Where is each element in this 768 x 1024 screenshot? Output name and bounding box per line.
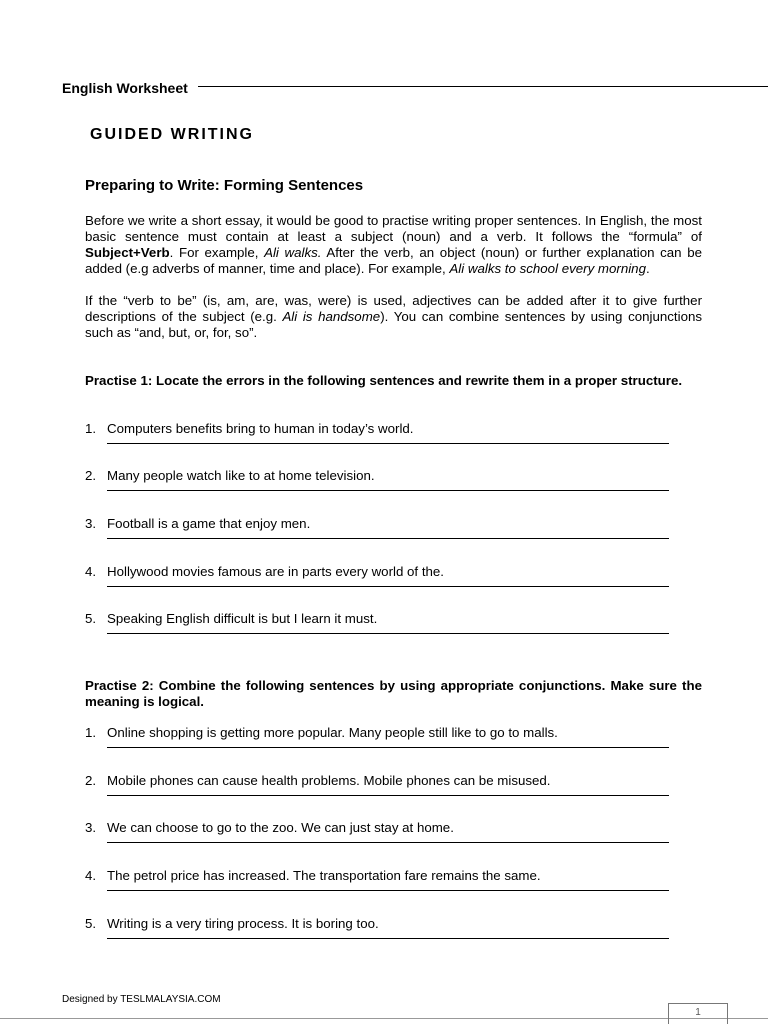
practise-2-item xyxy=(85,725,675,757)
answer-line[interactable] xyxy=(107,890,669,891)
intro-paragraph-1 xyxy=(85,213,702,277)
item-sentence: Many people watch like to at home television. xyxy=(107,468,375,483)
answer-line[interactable] xyxy=(107,795,669,796)
item-sentence: Online shopping is getting more popular. Many people still like to go to malls. xyxy=(107,725,558,740)
practise-2-item xyxy=(85,820,675,852)
item-number: 2. xyxy=(85,773,97,788)
item-number: 1. xyxy=(85,725,97,740)
formula-text: Subject+Verb xyxy=(85,245,170,260)
item-sentence: We can choose to go to the zoo. We can just stay at home. xyxy=(107,820,454,835)
item-sentence: The petrol price has increased. The transportation fare remains the same. xyxy=(107,868,541,883)
answer-line[interactable] xyxy=(107,938,669,939)
item-sentence: Writing is a very tiring process. It is boring too. xyxy=(107,916,379,931)
subheading: Preparing to Write: Forming Sentences xyxy=(85,177,364,194)
answer-line[interactable] xyxy=(107,747,669,748)
practise-1-item xyxy=(85,611,675,643)
item-number: 4. xyxy=(85,868,97,883)
item-number: 4. xyxy=(85,564,97,579)
item-number: 1. xyxy=(85,421,97,436)
answer-line[interactable] xyxy=(107,443,669,444)
practise-1-heading: Practise 1: Locate the errors in the following sentences and rewrite them in a proper structure. xyxy=(85,373,683,388)
item-number: 5. xyxy=(85,916,97,931)
item-number: 3. xyxy=(85,820,97,835)
answer-line[interactable] xyxy=(107,586,669,587)
item-sentence: Mobile phones can cause health problems. Mobile phones can be misused. xyxy=(107,773,551,788)
example-text: Ali walks to school every morning xyxy=(449,261,646,276)
item-sentence: Football is a game that enjoy men. xyxy=(107,516,311,531)
practise-2-item xyxy=(85,868,675,900)
worksheet-header-title: English Worksheet xyxy=(62,80,188,96)
answer-line[interactable] xyxy=(107,842,669,843)
practise-1-item xyxy=(85,468,675,500)
practise-2-item xyxy=(85,916,675,948)
page-rule xyxy=(0,1018,768,1019)
answer-line[interactable] xyxy=(107,633,669,634)
example-text: Ali walks. xyxy=(264,245,322,260)
intro-text: Before we write a short essay, it would be good to practise writing proper sentences. In English, the most basic sentence must contain at least a subject (noun) and a verb. It follows the “formula” of xyxy=(85,213,702,244)
item-sentence: Speaking English difficult is but I learn it must. xyxy=(107,611,378,626)
intro-text: ). You can combine sentences by using conjunctions such as “and, but, or, for, so”. xyxy=(85,309,703,340)
item-sentence: Computers benefits bring to human in today’s world. xyxy=(107,421,414,436)
practise-1-item xyxy=(85,421,675,453)
intro-text: . For example, xyxy=(169,245,265,260)
answer-line[interactable] xyxy=(107,490,669,491)
item-sentence: Hollywood movies famous are in parts every world of the. xyxy=(107,564,444,579)
page-number-box xyxy=(668,1003,728,1024)
section-title: GUIDED WRITING xyxy=(90,126,254,143)
intro-paragraph-2 xyxy=(85,293,702,341)
answer-line[interactable] xyxy=(107,538,669,539)
header-rule xyxy=(198,86,768,87)
footer-credit: Designed by TESLMALAYSIA.COM xyxy=(62,994,221,1005)
item-number: 5. xyxy=(85,611,97,626)
practise-2-heading: Practise 2: Combine the following sentences by using appropriate conjunctions. Make sure the meaning is logical. xyxy=(85,678,702,709)
item-number: 3. xyxy=(85,516,97,531)
practise-2-item xyxy=(85,773,675,805)
example-text: Ali is handsome xyxy=(282,309,381,324)
intro-text: . xyxy=(645,261,650,276)
practise-1-item xyxy=(85,564,675,596)
intro-text: After the verb, an object (noun) or further explanation can be added (e.g adverbs of manner, time and place). For example, xyxy=(85,245,702,276)
page-number: 1 xyxy=(695,1007,701,1018)
item-number: 2. xyxy=(85,468,97,483)
intro-text: If the “verb to be” (is, am, are, was, were) is used, adjectives can be added after it to give further descriptions of the subject (e.g. xyxy=(85,293,702,324)
practise-1-item xyxy=(85,516,675,548)
